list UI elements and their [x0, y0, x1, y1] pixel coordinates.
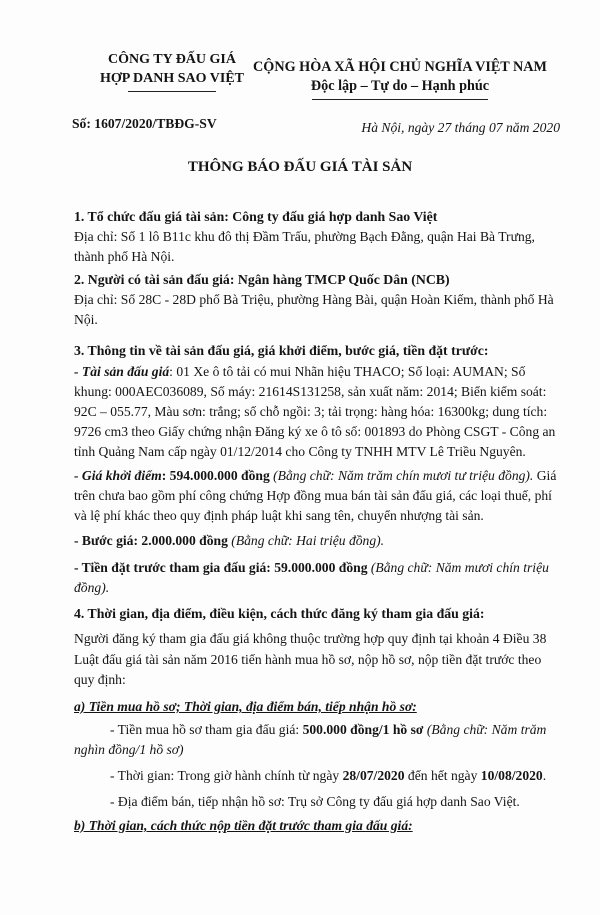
asset-line-5: tỉnh Quảng Nam cấp ngày 01/12/2014 cho Công ty TNHH MTV Lê Triều Nguyên. [74, 444, 526, 459]
deposit-line-1 [74, 558, 572, 578]
time-to: 10/08/2020 [480, 768, 543, 783]
section-3-heading: 3. Thông tin về tài sản đấu giá, giá khởi điểm, bước giá, tiền đặt trước: [74, 343, 489, 358]
national-motto: Độc lập – Tự do – Hạnh phúc [310, 78, 490, 94]
section-1-address-line-2: thành phố Hà Nội. [74, 249, 175, 264]
time-mid: đến hết ngày [404, 768, 481, 783]
fee-prefix: - Tiền mua hồ sơ tham gia đấu giá: [110, 722, 303, 737]
section-4-heading: 4. Thời gian, địa điểm, điều kiện, cách thức đăng ký tham gia đấu giá: [74, 606, 485, 621]
asset-line-4: 9726 cm3 theo Giấy chứng nhận Đăng ký xe ô tô số: 001893 do Phòng CSGT - Công an [74, 424, 556, 439]
fee-line-2: nghìn đồng/1 hồ sơ) [74, 742, 184, 757]
deposit-words-1: (Bằng chữ: Năm mươi chín triệu [367, 560, 549, 575]
company-line-1: CÔNG TY ĐẤU GIÁ [108, 52, 236, 67]
asset-text-1: : 01 Xe ô tô tải có mui Nhãn hiệu THACO; Số loại: AUMAN; Số [169, 364, 526, 379]
subsection-a-heading: a) Tiền mua hồ sơ; Thời gian, địa điểm bán, tiếp nhận hồ sơ: [74, 699, 417, 714]
asset-line-2: khung: 000AEC036089, Số máy: 21614S131258, sản xuất năm: 2014; Biển kiểm soát: [74, 384, 547, 399]
subsection-b-heading: b) Thời gian, cách thức nộp tiền đặt trước tham gia đấu giá: [74, 818, 413, 833]
deposit-label: - Tiền đặt trước tham gia đấu giá: 59.000.000 đồng [74, 560, 368, 575]
asset-line-1 [74, 362, 572, 382]
document-title: THÔNG BÁO ĐẤU GIÁ TÀI SẢN [187, 159, 413, 175]
starting-price-line-1 [74, 466, 572, 486]
section-4-intro-line-3: quy định: [74, 672, 126, 687]
time-line [110, 766, 572, 786]
place-line: - Địa điểm bán, tiếp nhận hồ sơ: Trụ sở Công ty đấu giá hợp danh Sao Việt. [110, 794, 520, 809]
bid-step-label: - Bước giá: 2.000.000 đồng [74, 533, 228, 548]
bid-step-line [74, 531, 572, 551]
starting-price-value: : 594.000.000 đồng [161, 468, 270, 483]
starting-price-line-2: trên chưa bao gồm phí công chứng Hợp đồng mua bán tài sản đấu giá, các loại thuế, phí [74, 488, 552, 503]
asset-line-3: 92C – 055.77, Màu sơn: trắng; số chỗ ngồi: 3; tải trọng: hàng hóa: 16300kg; dung tích: [74, 404, 548, 419]
motto-underline [312, 99, 488, 100]
time-prefix: - Thời gian: Trong giờ hành chính từ ngày [110, 768, 343, 783]
deposit-line-2: đồng). [74, 580, 110, 595]
document-number: Số: 1607/2020/TBĐG-SV [72, 116, 217, 131]
starting-price-note-1: Giá [533, 468, 557, 483]
nation-name: CỘNG HÒA XÃ HỘI CHỦ NGHĨA VIỆT NAM [253, 59, 547, 75]
asset-label: - Tài sản đấu giá [74, 364, 170, 379]
starting-price-label: - Giá khởi điểm [74, 468, 162, 483]
place-date: Hà Nội, ngày 27 tháng 07 năm 2020 [361, 120, 560, 135]
starting-price-words: (Bằng chữ: Năm trăm chín mươi tư triệu đồng). [269, 468, 534, 483]
section-1-heading: 1. Tổ chức đấu giá tài sản: Công ty đấu giá hợp danh Sao Việt [74, 209, 438, 224]
section-1-address-line-1: Địa chỉ: Số 1 lô B11c khu đô thị Đầm Trấu, phường Bạch Đằng, quận Hai Bà Trưng, [74, 229, 535, 244]
starting-price-line-3: và lệ phí khác theo quy định pháp luật khi sang tên, chuyển nhượng tài sản. [74, 508, 484, 523]
company-underline [128, 91, 216, 92]
national-heading [250, 58, 550, 96]
time-from: 28/07/2020 [342, 768, 405, 783]
fee-line-1 [110, 720, 572, 740]
section-2-address-line-1: Địa chỉ: Số 28C - 28D phố Bà Triệu, phường Hàng Bài, quận Hoàn Kiếm, thành phố Hà [74, 292, 554, 307]
company-line-2: HỢP DANH SAO VIỆT [99, 71, 245, 86]
company-name [72, 50, 272, 88]
bid-step-words: (Bằng chữ: Hai triệu đồng). [227, 533, 385, 548]
section-2-address-line-2: Nội. [74, 312, 98, 327]
time-end: . [542, 768, 547, 783]
section-2-heading: 2. Người có tài sản đấu giá: Ngân hàng TMCP Quốc Dân (NCB) [74, 272, 450, 287]
fee-value: 500.000 đồng/1 hồ sơ [302, 722, 424, 737]
fee-words-1: (Bằng chữ: Năm trăm [423, 722, 547, 737]
section-4-intro-line-1: Người đăng ký tham gia đấu giá không thuộc trường hợp quy định tại khoản 4 Điều 38 [74, 631, 547, 646]
section-4-intro-line-2: Luật đấu giá tài sản năm 2016 tiến hành mua hồ sơ, nộp hồ sơ, nộp tiền đặt trước theo [74, 652, 542, 667]
